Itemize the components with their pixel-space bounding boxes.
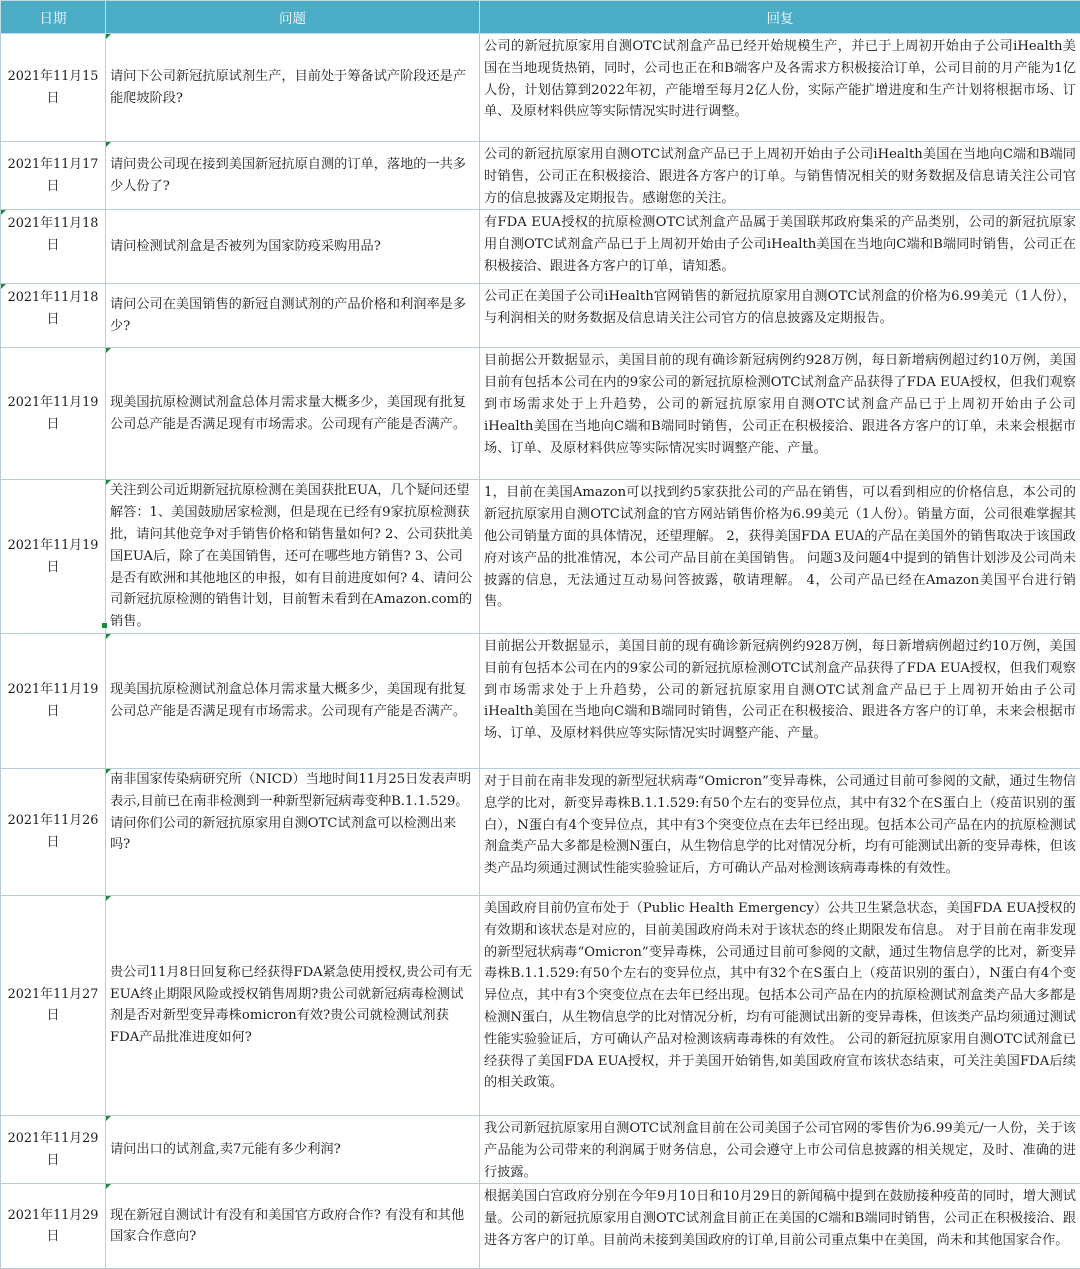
row-answer: 美国政府目前仍宣布处于（Public Health Emergency）公共卫生紧急状态，美国FDA EUA授权的有效期和该状态是对应的，目前美国政府尚未对于该状态的终止期限发布信息。 对于目前在南非发现的新型冠状病毒“Omicron”变异毒株，公司通过目前可参阅的文献，通过生物信息学的比对，新变异毒株B.1.1.529:有50个左右的变异位点，其中有32个在S蛋白上（疫苗识别的蛋白），N蛋白有4个变异位点，其中有3个突变位点在去年已经出现。包括本公司产品在内的抗原检测试剂盒类产品大多都是检测N蛋白，从生物信息学的比对情况分析，均有可能测试出新的变异毒株，但该类产品均须通过测试性能实验验证后，方可确认产品对检测该病毒毒株的有效性。 公司的新冠抗原家用自测OTC试剂盒已经获得了美国FDA EUA授权，并于美国开始销售,如美国政府宣布该状态结束，可关注美国FDA后续的相关政策。 <box>480 895 1080 1115</box>
table-row <box>1 210 1080 284</box>
row-question: 现在新冠自测试计有没有和美国官方政府合作? 有没有和其他国家合作意向? <box>106 1184 480 1269</box>
row-question: 请问出口的试剂盒,卖7元能有多少利润? <box>106 1115 480 1183</box>
row-answer: 1，目前在美国Amazon可以找到约5家获批公司的产品在销售，可以看到相应的价格信息，本公司的新冠抗原家用自测OTC试剂盒的官方网站销售价格为6.99美元（1人份）。销量方面，公司很难掌握其他公司销量方面的具体情况，还望理解。 2，获得美国FDA EUA的产品在美国外的销售取决于该国政府对该产品的批准情况，本公司产品目前在美国销售。 问题3及问题4中提到的销售计划涉及公司尚未披露的信息，无法通过互动易问答披露，敬请理解。 4，公司产品已经在Amazon美国平台进行销售。 <box>480 480 1080 634</box>
header-date: 日期 <box>1 1 106 34</box>
row-answer: 目前据公开数据显示，美国目前的现有确诊新冠病例约928万例，每日新增病例超过约10万例，美国目前有包括本公司在内的9家公司的新冠抗原检测OTC试剂盒产品获得了FDA EUA授权，但我们观察到市场需求处于上升趋势，公司的新冠抗原家用自测OTC试剂盒产品已于上周初开始由子公司iHealth美国在当地向C端和B端同时销售，公司正在积极接洽、跟进各方客户的订单，未来会根据市场、订单、及原材料供应等实际情况实时调整产能、产量。 <box>480 348 1080 480</box>
table-row <box>1 633 1080 768</box>
row-date: 2021年11月29日 <box>1 1184 106 1269</box>
row-question: 现美国抗原检测试剂盒总体月需求量大概多少，美国现有批复公司总产能是否满足现有市场需求。公司现有产能是否满产。 <box>106 348 480 480</box>
row-question: 请问检测试剂盒是否被列为国家防疫采购用品? <box>106 210 480 284</box>
row-question: 请问贵公司现在接到美国新冠抗原自测的订单，落地的一共多少人份了? <box>106 142 480 210</box>
row-date: 2021年11月29日 <box>1 1115 106 1183</box>
row-answer: 公司正在美国子公司iHealth官网销售的新冠抗原家用自测OTC试剂盒的价格为6.99美元（1人份），与利润相关的财务数据及信息请关注公司官方的信息披露及定期报告。 <box>480 284 1080 348</box>
header-answer: 回复 <box>480 1 1080 34</box>
row-date: 2021年11月15日 <box>1 34 106 142</box>
row-question: 请问下公司新冠抗原试剂生产，目前处于筹备试产阶段还是产能爬坡阶段? <box>106 34 480 142</box>
row-date: 2021年11月19日 <box>1 348 106 480</box>
row-question: 贵公司11月8日回复称已经获得FDA紧急使用授权,贵公司有无EUA终止期限风险或授权销售周期?贵公司就新冠病毒检测试剂是否对新型变异毒株omicron有效?贵公司就检测试剂获FDA产品批准进度如何? <box>106 895 480 1115</box>
table-row <box>1 1115 1080 1183</box>
cell-selection-handle <box>102 623 107 628</box>
table-row <box>1 34 1080 142</box>
header-row <box>1 1 1080 34</box>
row-question: 请问公司在美国销售的新冠自测试剂的产品价格和利润率是多少? <box>106 284 480 348</box>
row-date: 2021年11月19日 <box>1 633 106 768</box>
header-question: 问题 <box>106 1 480 34</box>
row-answer: 公司的新冠抗原家用自测OTC试剂盒产品已经开始规模生产，并已于上周初开始由子公司iHealth美国在当地现货热销，同时，公司也正在和B端客户及各需求方积极接洽订单，公司目前的月产能为1亿人份，计划估算到2022年初，产能增至每月2亿人份，实际产能扩增进度和生产计划将根据市场、订单、及原材料供应等实际情况实时进行调整。 <box>480 34 1080 142</box>
row-answer: 对于目前在南非发现的新型冠状病毒“Omicron”变异毒株，公司通过目前可参阅的文献，通过生物信息学的比对，新变异毒株B.1.1.529:有50个左右的变异位点，其中有32个在S蛋白上（疫苗识别的蛋白），N蛋白有4个变异位点，其中有3个突变位点在去年已经出现。包括本公司产品在内的抗原检测试剂盒类产品大多都是检测N蛋白，从生物信息学的比对情况分析，均有可能测试出新的变异毒株，但该类产品均须通过测试性能实验验证后，方可确认产品对检测该病毒毒株的有效性。 <box>480 768 1080 895</box>
row-question: 关注到公司近期新冠抗原检测在美国获批EUA，几个疑问还望解答：1、美国鼓励居家检测，但是现在已经有9家抗原检测获批，请问其他竞争对手销售价格和销售量如何? 2、公司获批美国EUA后，除了在美国销售，还可在哪些地方销售? 3、公司是否有欧洲和其他地区的申报，如有目前进度如何? 4、请问公司新冠抗原检测的销售计划，目前暂未看到在Amazon.com的销售。 <box>106 480 480 634</box>
table-row <box>1 348 1080 480</box>
row-answer: 目前据公开数据显示，美国目前的现有确诊新冠病例约928万例，每日新增病例超过约10万例，美国目前有包括本公司在内的9家公司的新冠抗原检测OTC试剂盒产品获得了FDA EUA授权，但我们观察到市场需求处于上升趋势，公司的新冠抗原家用自测OTC试剂盒产品已于上周初开始由子公司iHealth美国在当地向C端和B端同时销售，公司正在积极接洽、跟进各方客户的订单，未来会根据市场、订单、及原材料供应等实际情况实时调整产能、产量。 <box>480 633 1080 768</box>
row-answer: 根据美国白宫政府分别在今年9月10日和10月29日的新闻稿中提到在鼓励接种疫苗的同时，增大测试量。公司的新冠抗原家用自测OTC试剂盒目前正在美国的C端和B端同时销售，公司正在积极接洽、跟进各方客户的订单。目前尚未接到美国政府的订单,目前公司重点集中在美国，尚未和其他国家合作。 <box>480 1184 1080 1269</box>
row-date: 2021年11月27日 <box>1 895 106 1115</box>
row-question: 现美国抗原检测试剂盒总体月需求量大概多少，美国现有批复公司总产能是否满足现有市场需求。公司现有产能是否满产。 <box>106 633 480 768</box>
table-row <box>1 142 1080 210</box>
table-row <box>1 1184 1080 1269</box>
row-answer: 我公司新冠抗原家用自测OTC试剂盒目前在公司美国子公司官网的零售价为6.99美元/一人份，关于该产品能为公司带来的利润属于财务信息，公司会遵守上市公司信息披露的相关规定，及时、准确的进行披露。 <box>480 1115 1080 1183</box>
table-row <box>1 895 1080 1115</box>
row-answer: 公司的新冠抗原家用自测OTC试剂盒产品已于上周初开始由子公司iHealth美国在当地向C端和B端同时销售，公司正在积极接洽、跟进各方客户的订单。与销售情况相关的财务数据及信息请关注公司官方的信息披露及定期报告。感谢您的关注。 <box>480 142 1080 210</box>
row-date: 2021年11月18日 <box>1 284 106 348</box>
row-date: 2021年11月18日 <box>1 210 106 284</box>
table-row <box>1 480 1080 634</box>
row-answer: 有FDA EUA授权的抗原检测OTC试剂盒产品属于美国联邦政府集采的产品类别，公司的新冠抗原家用自测OTC试剂盒产品已于上周初开始由子公司iHealth美国在当地向C端和B端同时销售，公司正在积极接洽、跟进各方客户的订单，请知悉。 <box>480 210 1080 284</box>
row-question: 南非国家传染病研究所（NICD）当地时间11月25日发表声明表示,目前已在南非检测到一种新型新冠病毒变种B.1.1.529。请问你们公司的新冠抗原家用自测OTC试剂盒可以检测出来吗? <box>106 768 480 895</box>
table-row <box>1 284 1080 348</box>
table-row <box>1 768 1080 895</box>
row-date: 2021年11月26日 <box>1 768 106 895</box>
row-date: 2021年11月19日 <box>1 480 106 634</box>
row-date: 2021年11月17日 <box>1 142 106 210</box>
